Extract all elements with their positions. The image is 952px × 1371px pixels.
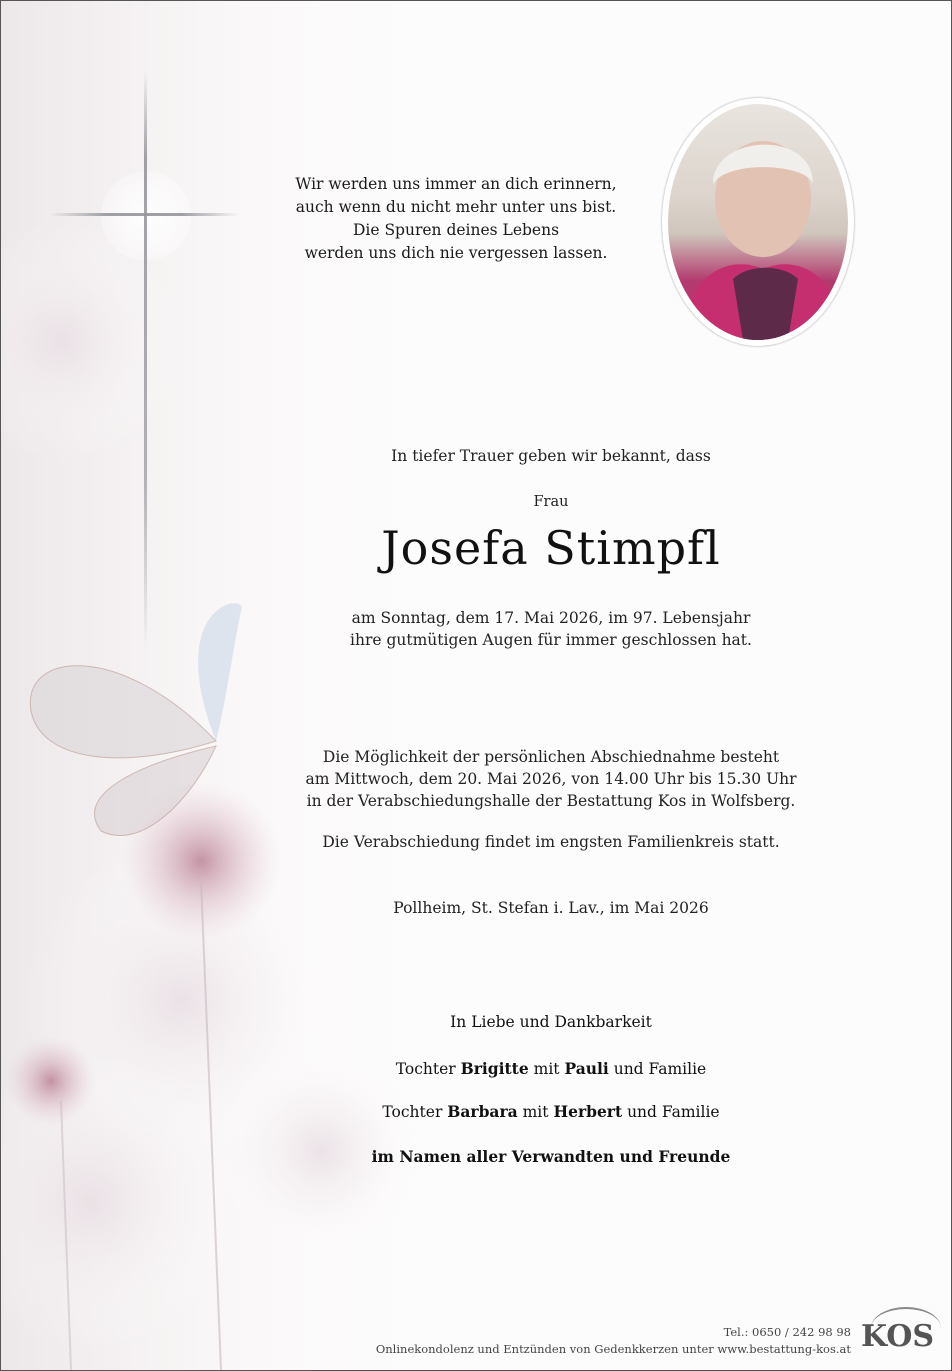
cross-bar <box>49 213 239 216</box>
closing-line: im Namen aller Verwandten und Freunde <box>371 1147 731 1166</box>
death-line: ihre gutmütigen Augen für immer geschlossen hat. <box>350 631 752 649</box>
relative-line <box>251 1102 851 1121</box>
relative-connector: mit <box>528 1060 565 1078</box>
verse-line: auch wenn du nicht mehr unter uns bist. <box>295 198 617 216</box>
verse-line: werden uns dich nie vergessen lassen. <box>304 244 608 262</box>
footer-phone: Tel.: 0650 / 242 98 98 <box>723 1325 851 1339</box>
farewell-details <box>251 746 851 812</box>
cross-icon <box>144 71 147 651</box>
portrait-figure <box>668 104 848 340</box>
relative-name: Brigitte <box>460 1059 529 1078</box>
salutation: Frau <box>533 494 569 510</box>
announcement-intro: In tiefer Trauer geben wir bekannt, dass <box>391 447 711 465</box>
place-date: Pollheim, St. Stefan i. Lav., im Mai 2026 <box>393 899 709 917</box>
memorial-verse <box>261 173 651 265</box>
relative-line <box>251 1059 851 1078</box>
family-note: Die Verabschiedung findet im engsten Familienkreis statt. <box>322 833 780 851</box>
portrait-photo <box>668 104 848 340</box>
death-line: am Sonntag, dem 17. Mai 2026, im 97. Lebensjahr <box>351 609 751 627</box>
deceased-name: Josefa Stimpfl <box>381 521 721 575</box>
farewell-line: Die Möglichkeit der persönlichen Abschiednahme besteht <box>322 748 780 766</box>
relative-role: Tochter <box>395 1060 461 1078</box>
relative-connector: mit <box>517 1103 554 1121</box>
relative-name: Pauli <box>564 1059 609 1078</box>
portrait-frame <box>662 98 854 346</box>
verse-line: Die Spuren deines Lebens <box>352 221 560 239</box>
relative-role: Tochter <box>382 1103 448 1121</box>
kos-logo: KOS <box>861 1319 935 1354</box>
signoff: In Liebe und Dankbarkeit <box>450 1013 652 1031</box>
relative-suffix: und Familie <box>608 1060 707 1078</box>
verse-line: Wir werden uns immer an dich erinnern, <box>295 175 617 193</box>
relative-suffix: und Familie <box>622 1103 720 1121</box>
death-notice <box>301 607 801 651</box>
farewell-line: in der Verabschiedungshalle der Bestattung Kos in Wolfsberg. <box>306 792 796 810</box>
relative-name: Barbara <box>447 1102 518 1121</box>
footer-online-link[interactable]: Onlinekondolenz und Entzünden von Gedenkkerzen unter www.bestattung-kos.at <box>375 1342 851 1356</box>
farewell-line: am Mittwoch, dem 20. Mai 2026, von 14.00 Uhr bis 15.30 Uhr <box>305 770 797 788</box>
relative-name: Herbert <box>553 1102 623 1121</box>
